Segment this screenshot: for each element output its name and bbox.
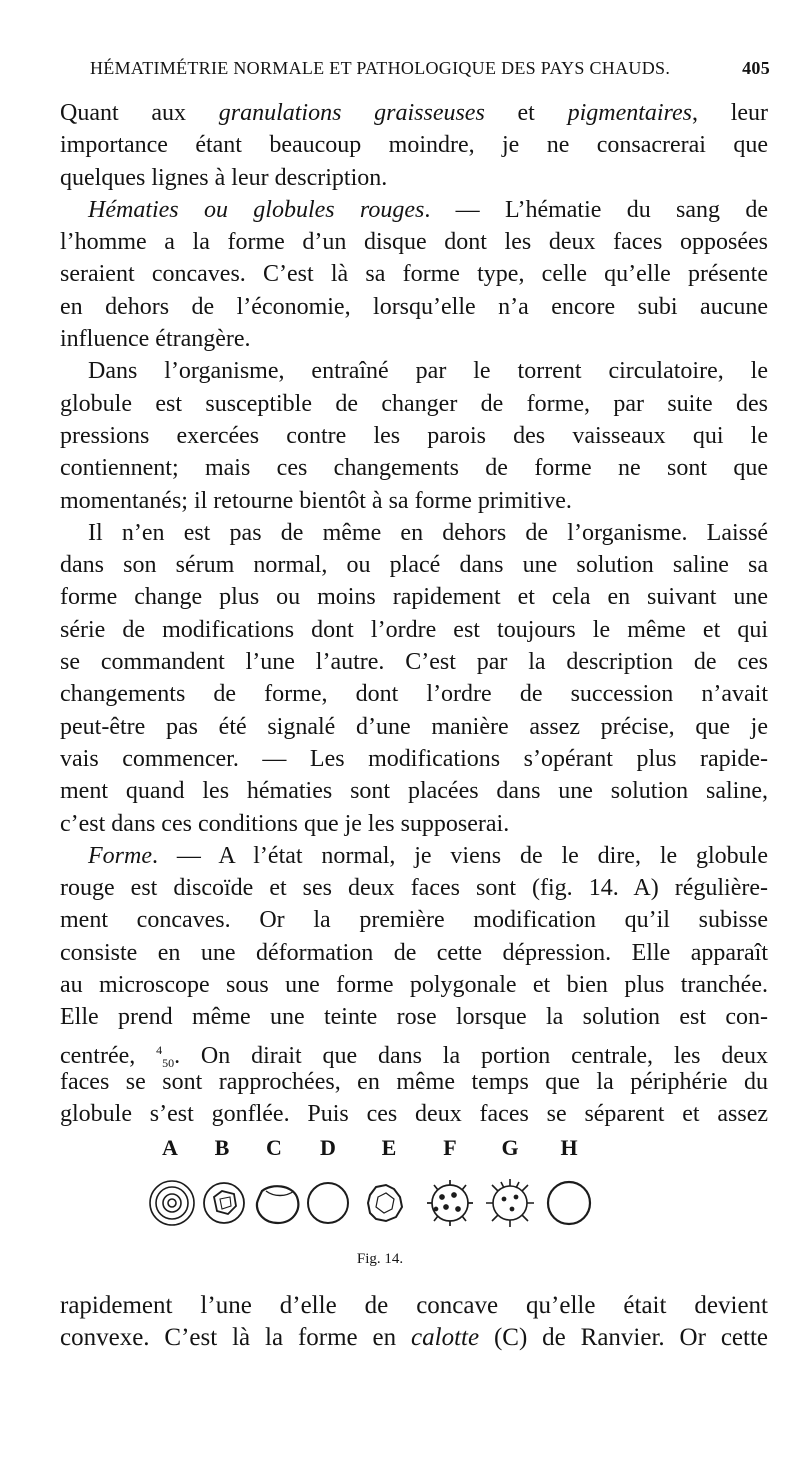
text-line xyxy=(60,420,768,452)
text-line xyxy=(60,388,768,420)
text-run: série de modifications dont l’ordre est toujours le même et qui xyxy=(60,616,768,643)
text-line xyxy=(60,549,768,581)
figure-label-c: C xyxy=(266,1135,282,1160)
figure-label-b: B xyxy=(214,1135,230,1160)
text-line xyxy=(60,129,768,161)
text-run: ment concaves. Or la première modification qu’il subisse xyxy=(60,907,768,934)
text-run: rouge est discoïde et ses deux faces sont (fig. 14. A) régulière- xyxy=(60,875,768,902)
figure-label-g: G xyxy=(501,1135,519,1160)
text-run: vais commencer. — Les modifications s’opérant plus rapide- xyxy=(60,745,768,772)
text-line xyxy=(60,226,768,258)
globule-h-sphere xyxy=(548,1182,590,1224)
text-run: l’homme a la forme d’un disque dont les deux faces opposées xyxy=(60,229,768,256)
text-line xyxy=(60,872,768,904)
text-line xyxy=(60,452,768,484)
text-line xyxy=(60,775,768,807)
text-line xyxy=(60,904,768,936)
text-line xyxy=(60,1322,768,1354)
text-line xyxy=(60,614,768,646)
text-line xyxy=(60,194,768,226)
figure-label-d: D xyxy=(320,1135,336,1160)
text-run: forme change plus ou moins rapidement et cela en suivant une xyxy=(60,584,768,611)
figure-label-a: A xyxy=(162,1135,178,1160)
text-line xyxy=(60,258,768,290)
text-run: consiste en une déformation de cette dépression. Elle apparaît xyxy=(60,939,768,966)
text-run: peut-être pas été signalé d’une manière assez précise, que je xyxy=(60,713,768,740)
figure-label-h: H xyxy=(560,1135,578,1160)
text-line xyxy=(60,678,768,710)
italic-text: Hématies ou globules rouges xyxy=(88,196,425,223)
text-run: Dans l’organisme, entraîné par le torrent circulatoire, le xyxy=(88,358,768,385)
italic-text: Forme xyxy=(88,842,152,869)
text-run: dans son sérum normal, ou placé dans une solution saline sa xyxy=(60,552,768,579)
text-line xyxy=(60,937,768,969)
text-run: . — A l’état normal, je viens de le dire, le globule xyxy=(151,842,768,869)
text-line xyxy=(60,1290,768,1322)
text-line xyxy=(60,323,768,355)
text-line xyxy=(60,355,768,387)
text-run: globule est susceptible de changer de forme, par suite des xyxy=(60,390,768,417)
text-run: . — L’hématie du sang de xyxy=(424,196,768,223)
figure-14 xyxy=(140,1135,700,1265)
text-run: au microscope sous une forme polygonale et bien plus tranchée. xyxy=(60,972,768,999)
figure-label-e: E xyxy=(381,1135,397,1160)
running-title: HÉMATIMÉTRIE NORMALE ET PATHOLOGIQUE DES PAYS CHAUDS. xyxy=(90,58,671,78)
text-run: en dehors de l’économie, lorsqu’elle n’a encore subi aucune xyxy=(60,293,768,320)
text-run: influence étrangère. xyxy=(60,326,251,353)
text-run: se commandent l’une l’autre. C’est par la description de ces xyxy=(60,649,768,676)
globule-c-calotte xyxy=(257,1186,298,1223)
text-line xyxy=(60,711,768,743)
globule-g-spiny xyxy=(486,1179,534,1227)
text-line xyxy=(60,97,768,129)
figure-caption: Fig. 14. xyxy=(356,1251,404,1267)
text-run: centrée, xyxy=(60,1042,157,1069)
text-line xyxy=(60,969,768,1001)
text-run: Quant aux xyxy=(60,100,219,126)
figure-label-f: F xyxy=(443,1135,457,1160)
text-run: momentanés; il retourne bientôt à sa forme primitive. xyxy=(60,487,572,514)
text-run: globule s’est gonflée. Puis ces deux faces se séparent et assez xyxy=(60,1101,768,1128)
text-run: contiennent; mais ces changements de forme ne sont que xyxy=(60,455,768,482)
text-line xyxy=(60,1001,768,1033)
inline-fraction: $^4_{50}$ xyxy=(156,1042,175,1070)
text-line xyxy=(60,162,768,194)
text-run: ment quand les hématies sont placées dans une solution saline, xyxy=(60,778,768,805)
text-run: pressions exercées contre les parois des vaisseaux qui le xyxy=(60,422,768,449)
globule-b-polygonal xyxy=(204,1183,244,1223)
text-line xyxy=(60,743,768,775)
text-run: , leur xyxy=(692,100,769,126)
page-number: 405 xyxy=(742,58,770,78)
text-line xyxy=(60,1066,768,1098)
italic-text: pigmentaires xyxy=(567,100,692,126)
globule-d-sphere xyxy=(308,1183,348,1223)
globule-f-spiny xyxy=(427,1180,473,1226)
text-run: rapidement l’une d’elle de concave qu’elle était devient xyxy=(60,1292,768,1319)
text-line xyxy=(60,808,768,840)
text-run: c’est dans ces conditions que je les supposerai. xyxy=(60,810,510,837)
text-line xyxy=(60,1098,768,1130)
text-run: et xyxy=(484,100,568,126)
text-run: seraient concaves. C’est là sa forme type, celle qu’elle présente xyxy=(60,261,768,288)
bottom-text xyxy=(60,1290,768,1354)
text-run: Il n’en est pas de même en dehors de l’organisme. Laissé xyxy=(88,519,768,546)
text-run: Elle prend même une teinte rose lorsque la solution est con- xyxy=(60,1004,768,1031)
text-run: faces se sont rapprochées, en même temps que la périphérie du xyxy=(60,1068,768,1095)
text-run: . On dirait que dans la portion centrale, les deux xyxy=(174,1042,768,1069)
text-line xyxy=(60,291,768,323)
figure-drawing xyxy=(140,1173,620,1243)
text-run: importance étant beaucoup moindre, je ne consacrerai que xyxy=(60,132,768,159)
text-line xyxy=(60,581,768,613)
text-run: quelques lignes à leur description. xyxy=(60,164,388,191)
italic-text: granulations graisseuses xyxy=(218,100,485,126)
body-text xyxy=(60,97,768,1131)
text-line xyxy=(60,517,768,549)
text-line xyxy=(60,1034,768,1070)
text-line xyxy=(60,646,768,678)
globule-e-crenated xyxy=(368,1185,402,1221)
text-line xyxy=(60,485,768,517)
globule-a-discoid xyxy=(150,1181,194,1225)
text-line xyxy=(60,840,768,872)
text-run: convexe. C’est là la forme en xyxy=(60,1324,412,1351)
italic-text: calotte xyxy=(411,1324,480,1351)
text-run: (C) de Ranvier. Or cette xyxy=(479,1324,768,1351)
text-run: changements de forme, dont l’ordre de succession n’avait xyxy=(60,681,768,708)
